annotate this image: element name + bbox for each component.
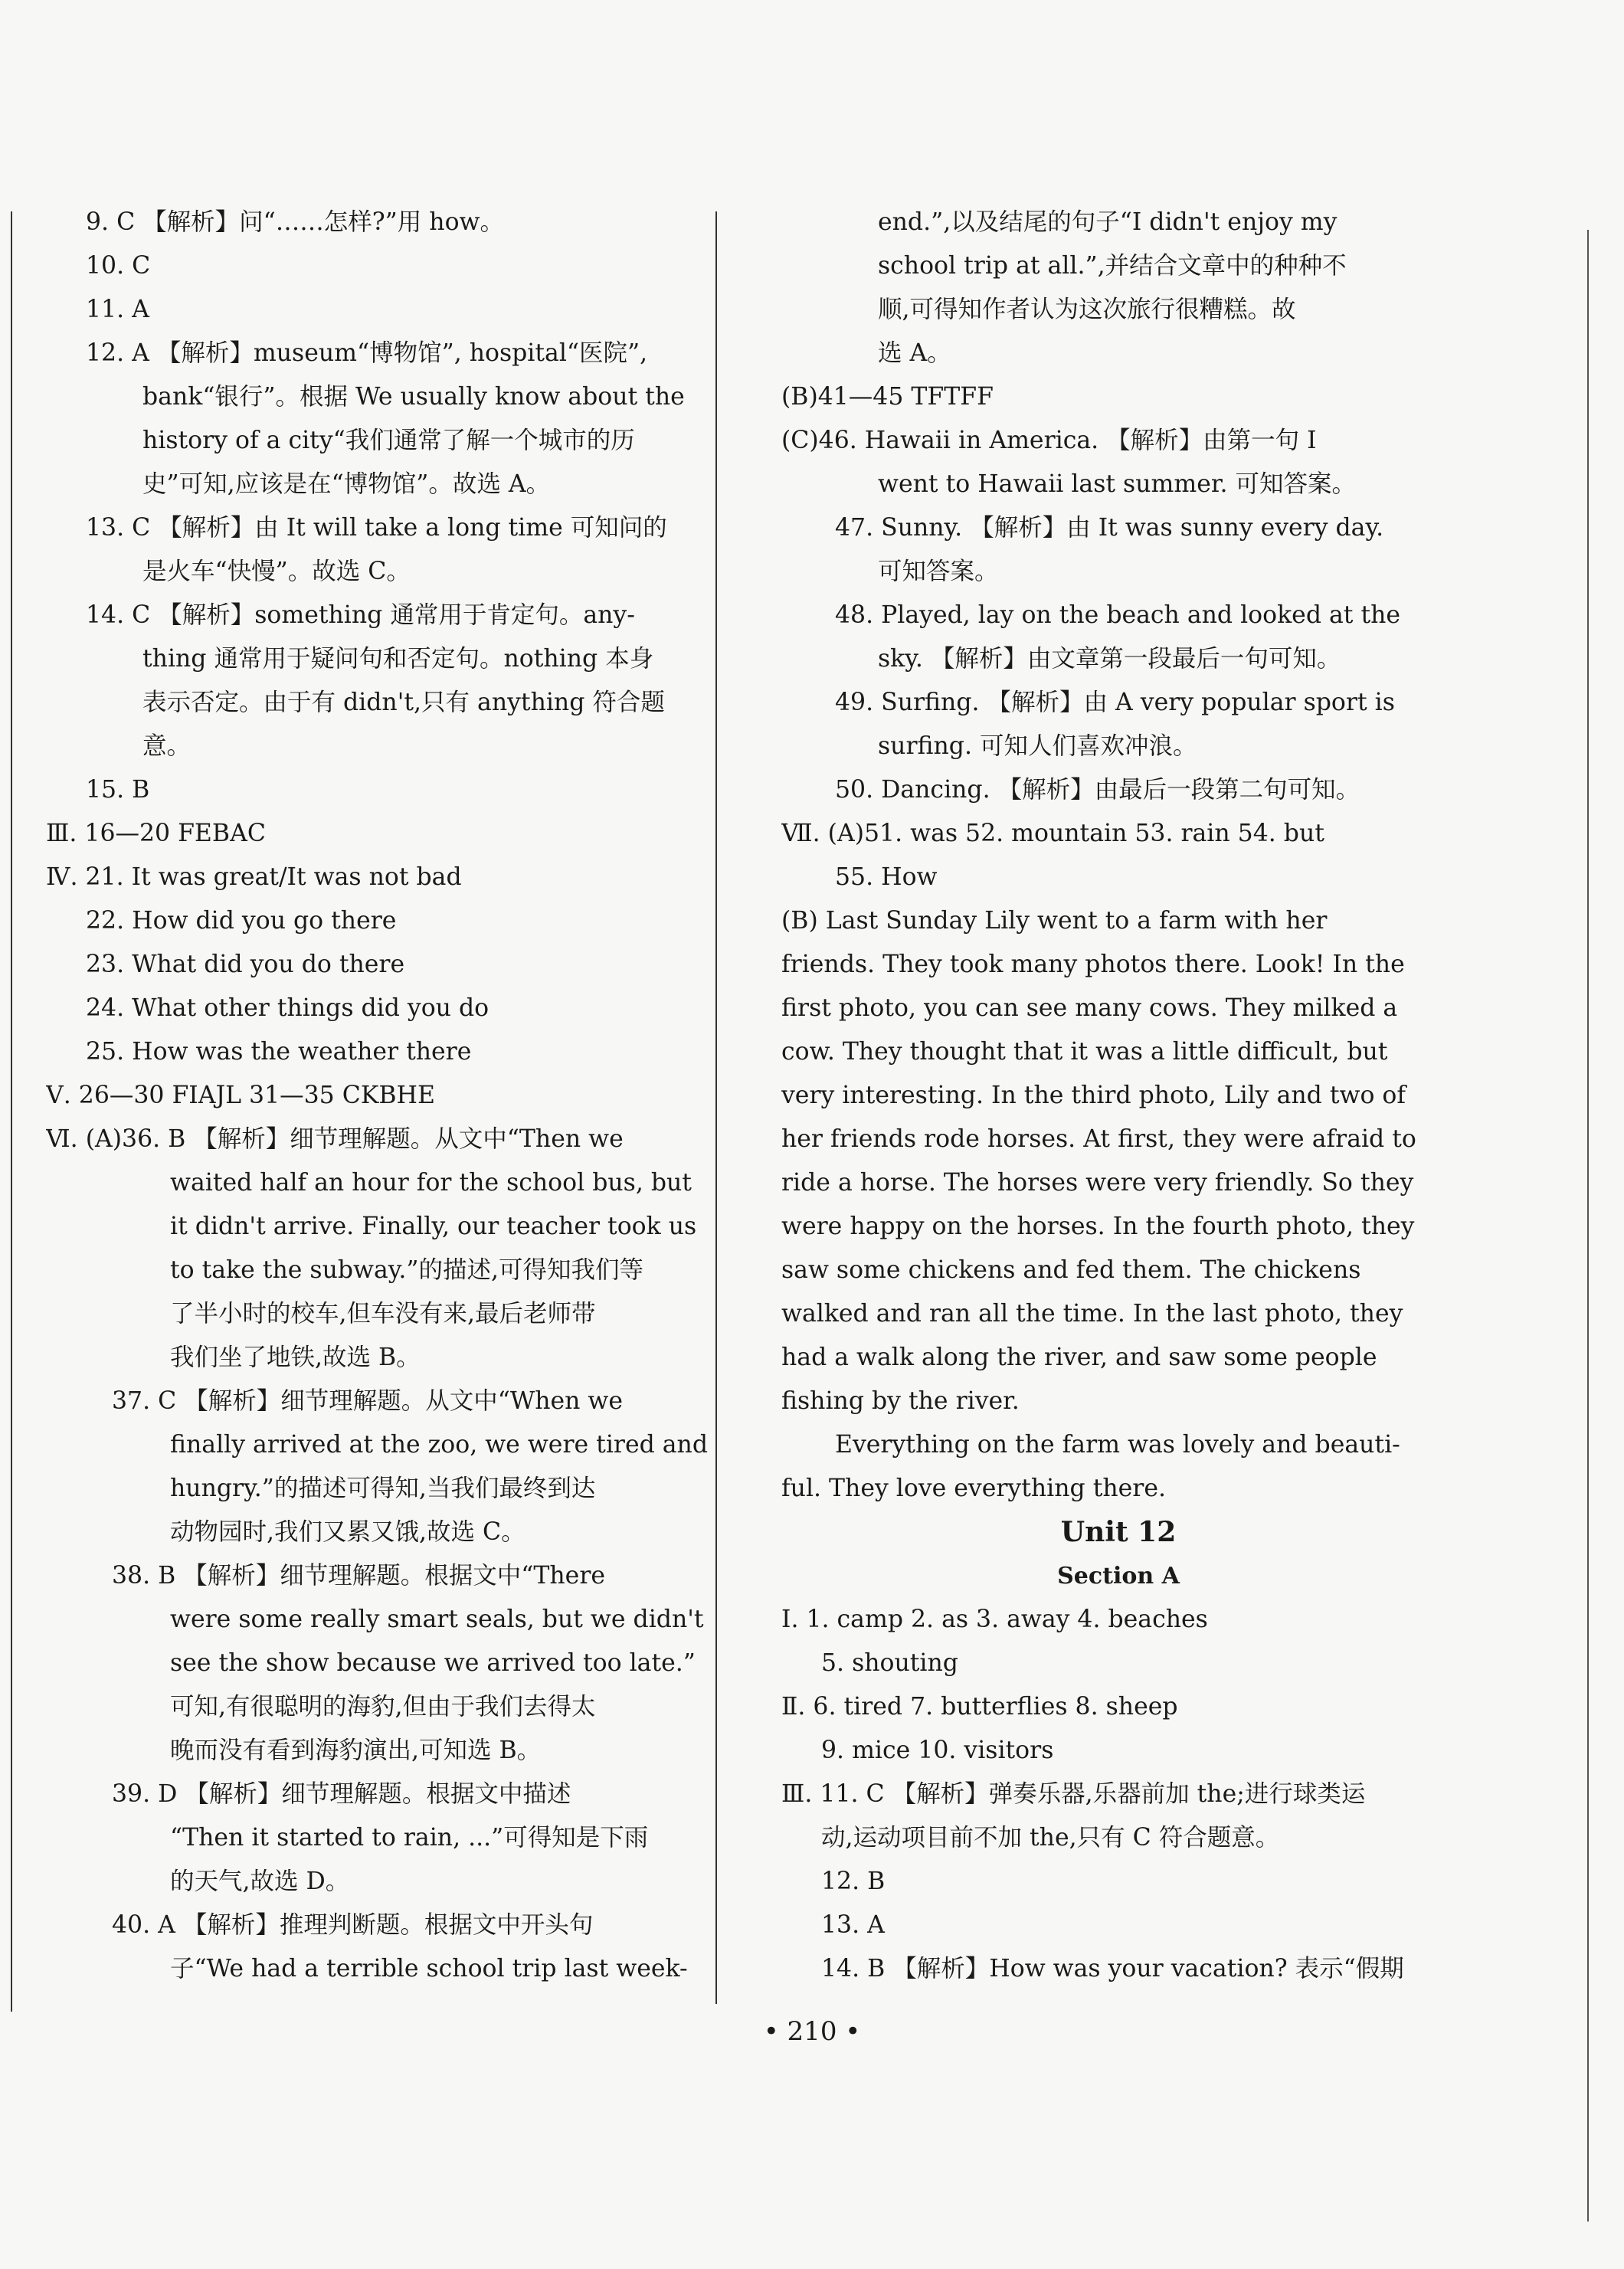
right-column-line: friends. They took many photos there. Look! In the <box>781 951 1405 978</box>
left-column-line: 子“We had a terrible school trip last week- <box>170 1955 688 1983</box>
left-column-line: Ⅳ. 21. It was great/It was not bad <box>46 863 462 891</box>
right-column-line: 可知答案。 <box>878 558 999 585</box>
left-column-line: to take the subway.”的描述,可得知我们等 <box>170 1256 644 1284</box>
left-column-line: 37. C 【解析】细节理解题。从文中“When we <box>112 1387 624 1415</box>
right-column-line: 9. mice 10. visitors <box>821 1737 1054 1764</box>
right-column-line: 选 A。 <box>878 339 951 367</box>
left-column-line: 意。 <box>142 732 192 760</box>
right-column-line: fishing by the river. <box>781 1387 1020 1415</box>
left-column-line: 了半小时的校车,但车没有来,最后老师带 <box>170 1300 596 1328</box>
right-column-line: Unit 12 <box>1060 1516 1177 1548</box>
left-column-line: 40. A 【解析】推理判断题。根据文中开头句 <box>112 1911 594 1939</box>
right-column-line: Everything on the farm was lovely and beauti- <box>835 1431 1400 1459</box>
left-column-line: it didn't arrive. Finally, our teacher took us <box>170 1213 697 1240</box>
right-column-line: (B)41—45 TFTFF <box>781 383 994 411</box>
right-column-line: 顺,可得知作者认为这次旅行很糟糕。故 <box>878 296 1296 323</box>
right-column-line: ful. They love everything there. <box>781 1475 1167 1502</box>
left-column-line: hungry.”的描述可得知,当我们最终到达 <box>170 1475 596 1502</box>
right-column-line: 5. shouting <box>821 1649 958 1677</box>
left-column-line: 13. C 【解析】由 It will take a long time 可知问的 <box>86 514 667 542</box>
right-column-line: 55. How <box>835 863 938 891</box>
left-column-line: 15. B <box>86 776 150 804</box>
right-column-line: Ⅲ. 11. C 【解析】弹奏乐器,乐器前加 the;进行球类运 <box>781 1780 1366 1808</box>
right-column-line: walked and ran all the time. In the last photo, they <box>781 1300 1403 1328</box>
right-column-line: Ⅰ. 1. camp 2. as 3. away 4. beaches <box>781 1606 1208 1633</box>
right-column-line: (C)46. Hawaii in America. 【解析】由第一句 I <box>781 427 1317 454</box>
right-column-line: 12. B <box>821 1868 886 1895</box>
left-column-line: 14. C 【解析】something 通常用于肯定句。any- <box>86 601 635 629</box>
right-column-line: saw some chickens and fed them. The chickens <box>781 1256 1361 1284</box>
left-column-line: 24. What other things did you do <box>86 994 489 1022</box>
left-column-line: see the show because we arrived too late.” <box>170 1649 696 1677</box>
left-column-line: history of a city“我们通常了解一个城市的历 <box>142 427 635 454</box>
left-column-line: 38. B 【解析】细节理解题。根据文中“There <box>112 1562 606 1590</box>
right-column-line: were happy on the horses. In the fourth photo, they <box>781 1213 1415 1240</box>
left-column-line: bank“银行”。根据 We usually know about the <box>142 383 685 411</box>
right-column-line: had a walk along the river, and saw some people <box>781 1344 1377 1371</box>
left-column-line: were some really smart seals, but we didn't <box>170 1606 704 1633</box>
left-column-line: thing 通常用于疑问句和否定句。nothing 本身 <box>142 645 654 673</box>
left-column-line: “Then it started to rain, ...”可得知是下雨 <box>170 1824 649 1852</box>
right-column-line: 49. Surfing. 【解析】由 A very popular sport is <box>835 689 1395 716</box>
page-number: • 210 • <box>763 2016 861 2047</box>
left-column-line: 动物园时,我们又累又饿,故选 C。 <box>170 1518 526 1546</box>
left-column-line: Ⅵ. (A)36. B 【解析】细节理解题。从文中“Then we <box>46 1125 624 1153</box>
right-column-line: 50. Dancing. 【解析】由最后一段第二句可知。 <box>835 776 1360 804</box>
left-column-line: waited half an hour for the school bus, but <box>170 1169 692 1197</box>
right-column-line: surfing. 可知人们喜欢冲浪。 <box>878 732 1197 760</box>
left-column <box>46 201 720 1991</box>
right-column-line: her friends rode horses. At first, they were afraid to <box>781 1125 1416 1153</box>
left-column-line: finally arrived at the zoo, we were tired and <box>170 1431 708 1459</box>
right-column-line: ride a horse. The horses were very friendly. So they <box>781 1169 1414 1197</box>
left-column-line: Ⅴ. 26—30 FIAJL 31—35 CKBHE <box>46 1082 435 1109</box>
left-column-line: 39. D 【解析】细节理解题。根据文中描述 <box>112 1780 571 1808</box>
left-column-line: 22. How did you go there <box>86 907 397 935</box>
left-column-line: 表示否定。由于有 didn't,只有 anything 符合题 <box>142 689 665 716</box>
left-margin-rule <box>11 211 12 2012</box>
left-column-line: 23. What did you do there <box>86 951 405 978</box>
right-column-line: sky. 【解析】由文章第一段最后一句可知。 <box>878 645 1341 673</box>
left-column-line: 晚而没有看到海豹演出,可知选 B。 <box>170 1737 542 1764</box>
left-column-line: 史”可知,应该是在“博物馆”。故选 A。 <box>142 470 551 498</box>
left-column-line: 的天气,故选 D。 <box>170 1868 350 1895</box>
left-column-line: 9. C 【解析】问“……怎样?”用 how。 <box>86 208 505 236</box>
right-column-line: school trip at all.”,并结合文章中的种种不 <box>878 252 1347 280</box>
left-column-line: 25. How was the weather there <box>86 1038 472 1066</box>
right-column-line: 13. A <box>821 1911 885 1939</box>
right-column-line: 动,运动项目前不加 the,只有 C 符合题意。 <box>821 1824 1280 1852</box>
left-column-line: 我们坐了地铁,故选 B。 <box>170 1344 421 1371</box>
right-column-line: (B) Last Sunday Lily went to a farm with her <box>781 907 1328 935</box>
left-column-line: 可知,有很聪明的海豹,但由于我们去得太 <box>170 1693 596 1721</box>
left-column-line: 11. A <box>86 296 149 323</box>
left-column-line: Ⅲ. 16—20 FEBAC <box>46 820 266 847</box>
right-column <box>781 201 1455 1991</box>
right-margin-rule <box>1587 230 1589 2222</box>
right-column-line: 47. Sunny. 【解析】由 It was sunny every day. <box>835 514 1384 542</box>
right-column-line: Ⅱ. 6. tired 7. butterflies 8. sheep <box>781 1693 1178 1721</box>
right-column-line: Ⅶ. (A)51. was 52. mountain 53. rain 54. but <box>781 820 1324 847</box>
right-column-line: first photo, you can see many cows. They milked a <box>781 994 1398 1022</box>
right-column-line: went to Hawaii last summer. 可知答案。 <box>878 470 1357 498</box>
right-column-line: end.”,以及结尾的句子“I didn't enjoy my <box>878 208 1338 236</box>
right-column-line: very interesting. In the third photo, Lily and two of <box>781 1082 1406 1109</box>
right-column-line: 48. Played, lay on the beach and looked at the <box>835 601 1401 629</box>
right-column-line: cow. They thought that it was a little difficult, but <box>781 1038 1388 1066</box>
right-column-line: Section A <box>1057 1563 1180 1590</box>
right-column-line: 14. B 【解析】How was your vacation? 表示“假期 <box>821 1955 1404 1983</box>
left-column-line: 10. C <box>86 252 151 280</box>
left-column-line: 是火车“快慢”。故选 C。 <box>142 558 411 585</box>
left-column-line: 12. A 【解析】museum“博物馆”, hospital“医院”, <box>86 339 648 367</box>
